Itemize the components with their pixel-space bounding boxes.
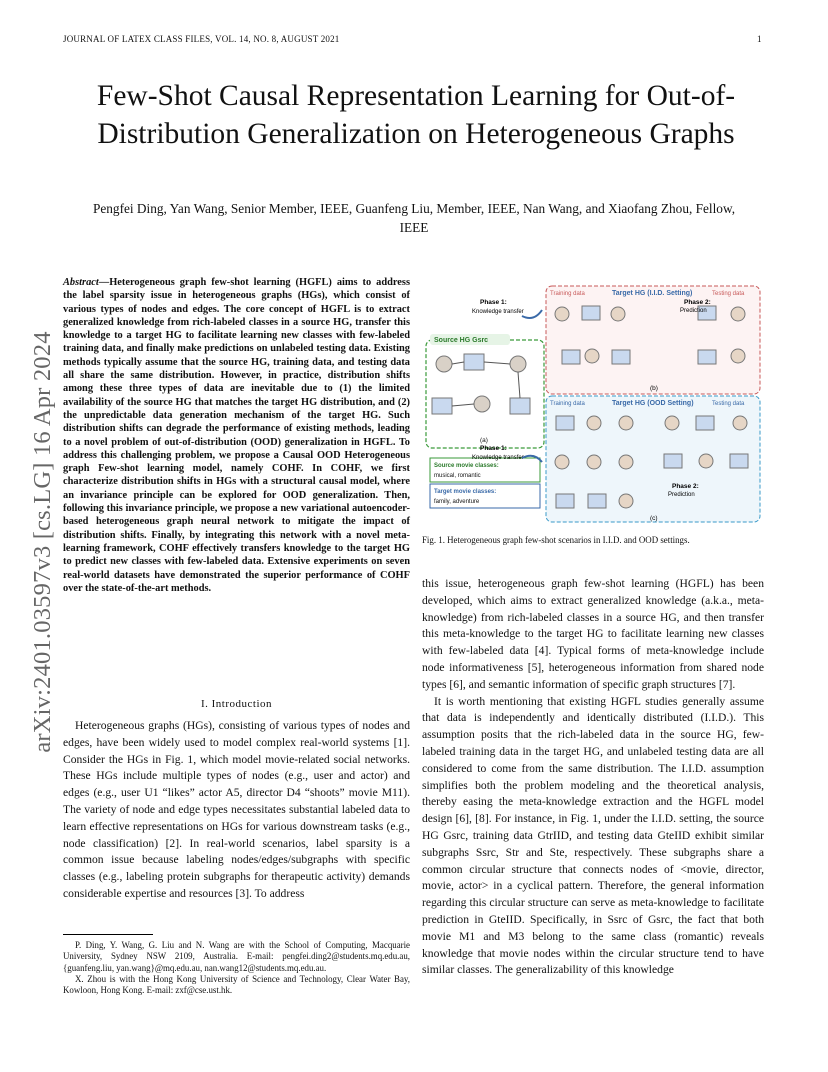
arxiv-stamp: arXiv:2401.03597v3 [cs.LG] 16 Apr 2024 — [29, 331, 56, 753]
panel-c-label: (c) — [650, 515, 658, 522]
movie-node-icon — [464, 354, 484, 370]
phase2-sub-bottom: Prediction — [668, 492, 695, 498]
edge-line — [452, 362, 464, 364]
source-nodes — [432, 354, 530, 414]
iid-training-label: Training data — [550, 291, 585, 297]
source-classes-label: Source movie classes: — [434, 463, 499, 469]
actor-node-icon — [474, 396, 490, 412]
page-number: 1 — [757, 34, 762, 44]
target-classes-label: Target movie classes: — [434, 489, 497, 495]
journal-header: JOURNAL OF LATEX CLASS FILES, VOL. 14, NO. 8, AUGUST 2021 — [63, 34, 340, 44]
iid-panel-box — [546, 286, 760, 394]
movie-node-icon — [432, 398, 452, 414]
transfer-arrow-top — [522, 310, 542, 318]
intro-column-2 — [422, 576, 764, 979]
abstract — [63, 276, 410, 595]
target-classes-value: family, adventure — [434, 499, 480, 505]
phase1-label-bottom: Phase 1: — [480, 445, 507, 452]
movie-node-icon — [510, 398, 530, 414]
iid-title: Target HG (I.I.D. Setting) — [612, 290, 693, 297]
footnotes — [63, 940, 410, 996]
intro-paragraph-3: It is worth mentioning that existing HGFL studies generally assume that data is independently and identically distributed (I.I.D.). This assumption posits that the rich-labeled data in the source HG, few-labeled training data in the target HG, and unlabeled testing data are all considered to come from the same distribution. The I.I.D. assumption simplifies both the problem modeling and the theoretical analysis, thereby easing the meta-knowledge extraction and the HGFL model design [6], [8]. For instance, in Fig. 1, under the I.I.D. setting, the source HG Gsrc, training data GtrIID, and testing data GteIID exhibit similar subgraphs Ssrc, Str and Ste, respectively. These subgraphs share a common circular structure that connects nodes of <movie, director, movie, actor> in a cyclical pattern. Therefore, the general information regarding this circular structure can serve as meta-knowledge to facilitate prediction in GteIID. Specifically, in Ssrc of Gsrc, the fact that both movie M1 and M3 belong to the same class (romantic) reveals knowledge that movie nodes within the circular structure tend to have similar classes. The generalizability of this knowledge — [422, 694, 764, 977]
edge-line — [484, 362, 510, 364]
figure-caption: Fig. 1. Heterogeneous graph few-shot scenarios in I.I.D. and OOD settings. — [422, 535, 690, 545]
director-node-icon — [510, 356, 526, 372]
edge-line — [452, 404, 474, 406]
actor-node-icon — [436, 356, 452, 372]
footnote-rule — [63, 934, 153, 935]
phase2-label-bottom: Phase 2: — [672, 483, 699, 490]
panel-b-label: (b) — [650, 385, 658, 392]
phase2-sub-top: Prediction — [680, 308, 707, 314]
phase2-label-top: Phase 2: — [684, 299, 711, 306]
intro-paragraph-1: Heterogeneous graphs (HGs), consisting of various types of nodes and edges, have been widely used to model complex real-world systems [1]. Consider the HGs in Fig. 1, which model movie-related social networks. These HGs include multiple types of nodes (e.g., user and actor) and edges (e.g., user U1 “likes” actor A5, director D4 “shoots” movie M11). The variety of node and edge types necessitates substantial labeled data to learn effective representations on HGs for various downstream tasks (e.g., node classification) [2]. In real-world scenarios, label sparsity is a common issue because labeling nodes/edges/subgraphs with specific classes (e.g., labeling protein subgraphs for therapeutic activity) demands considerable expertise and resources [3]. To address — [63, 719, 410, 900]
footnote-affiliation-2: X. Zhou is with the Hong Kong University of Science and Technology, Clear Water Bay, Kowloon, Hong Kong. E-mail: zxf@cse.ust.hk. — [63, 973, 410, 996]
edge-line — [518, 372, 520, 398]
ood-testing-label: Testing data — [712, 401, 745, 407]
abstract-label: Abstract — [63, 277, 99, 288]
phase1-label-top: Phase 1: — [480, 299, 507, 306]
footnote-affiliation-1: P. Ding, Y. Wang, G. Liu and N. Wang are with the School of Computing, Macquarie University, Sydney NSW 2109, Australia. E-mail: pengfei.ding2@students.mq.edu.au, {guanfeng.liu, yan.wang}@mq.edu.au, nan.wang12@students.mq.edu.au. — [63, 940, 410, 973]
abstract-text: —Heterogeneous graph few-shot learning (HGFL) aims to address the label sparsity issue in heterogeneous graphs (HGs), which consist of various types of nodes and edges. The core concept of HGFL is to extract generalized knowledge from rich-labeled classes in a source HG, transfer this knowledge to a target HG to facilitate learning new classes with few-labeled training data, and finally make predictions on unlabeled testing data. Existing methods typically assume that the source HG, training data, and testing data all share the same distribution. However, in practice, distribution shifts among these three types of data are inevitable due to (1) the limited availability of the source HG that matches the target HG distribution, and (2) the unpredictable data generation mechanism of the target HG. Such distribution shifts can degrade the performance of existing methods, leading to a novel problem of out-of-distribution (OOD) generalization in HGFL. To address this challenging problem, we propose a Causal OOD Heterogeneous graph Few-shot learning model, namely COHF. In COHF, we first characterize distribution shifts in HGs with a structural causal model, where an invariance principle can be explored for OOD generalization. Then, following this invariance principle, we propose a new variational autoencoder-based heterogeneous graph neural network to mitigate the impact of distribution shifts. Finally, by integrating this network with a novel meta-learning framework, COHF effectively transfers knowledge to the target HG to predict new classes with few-labeled data. Extensive experiments on seven real-world datasets have demonstrated the superior performance of COHF over the state-of-the-art methods. — [63, 277, 410, 594]
ood-panel-box — [546, 396, 760, 522]
source-classes-value: musical, romantic — [434, 473, 481, 479]
paper-title: Few-Shot Causal Representation Learning for Out-of-Distribution Generalization on Heterogeneous Graphs — [96, 80, 736, 150]
author-list: Pengfei Ding, Yan Wang, Senior Member, IEEE, Guanfeng Liu, Member, IEEE, Nan Wang, and Xiaofang Zhou, Fellow, IEEE — [92, 201, 736, 235]
ood-title: Target HG (OOD Setting) — [612, 400, 694, 407]
ood-training-label: Training data — [550, 401, 585, 407]
panel-a-label: (a) — [480, 437, 488, 444]
phase1-sub-bottom: Knowledge transfer — [472, 455, 524, 461]
figure-1 — [422, 282, 764, 528]
iid-testing-label: Testing data — [712, 291, 745, 297]
section-heading-introduction: I. Introduction — [200, 698, 273, 710]
source-hg-label: Source HG Gsrc — [434, 337, 489, 344]
intro-paragraph-2: this issue, heterogeneous graph few-shot learning (HGFL) has been developed, which aims to extract generalized knowledge (a.k.a., meta-knowledge) from rich-labeled classes in a source HG, and then transfer this meta-knowledge to the target HG to facilitate learning new classes with few-labeled data [4]. Typical forms of meta-knowledge include node informativeness [5], heterogeneous information from shared node types [6], and semantic information of specific graph structures [7]. — [422, 577, 764, 691]
phase1-sub-top: Knowledge transfer — [472, 309, 524, 315]
